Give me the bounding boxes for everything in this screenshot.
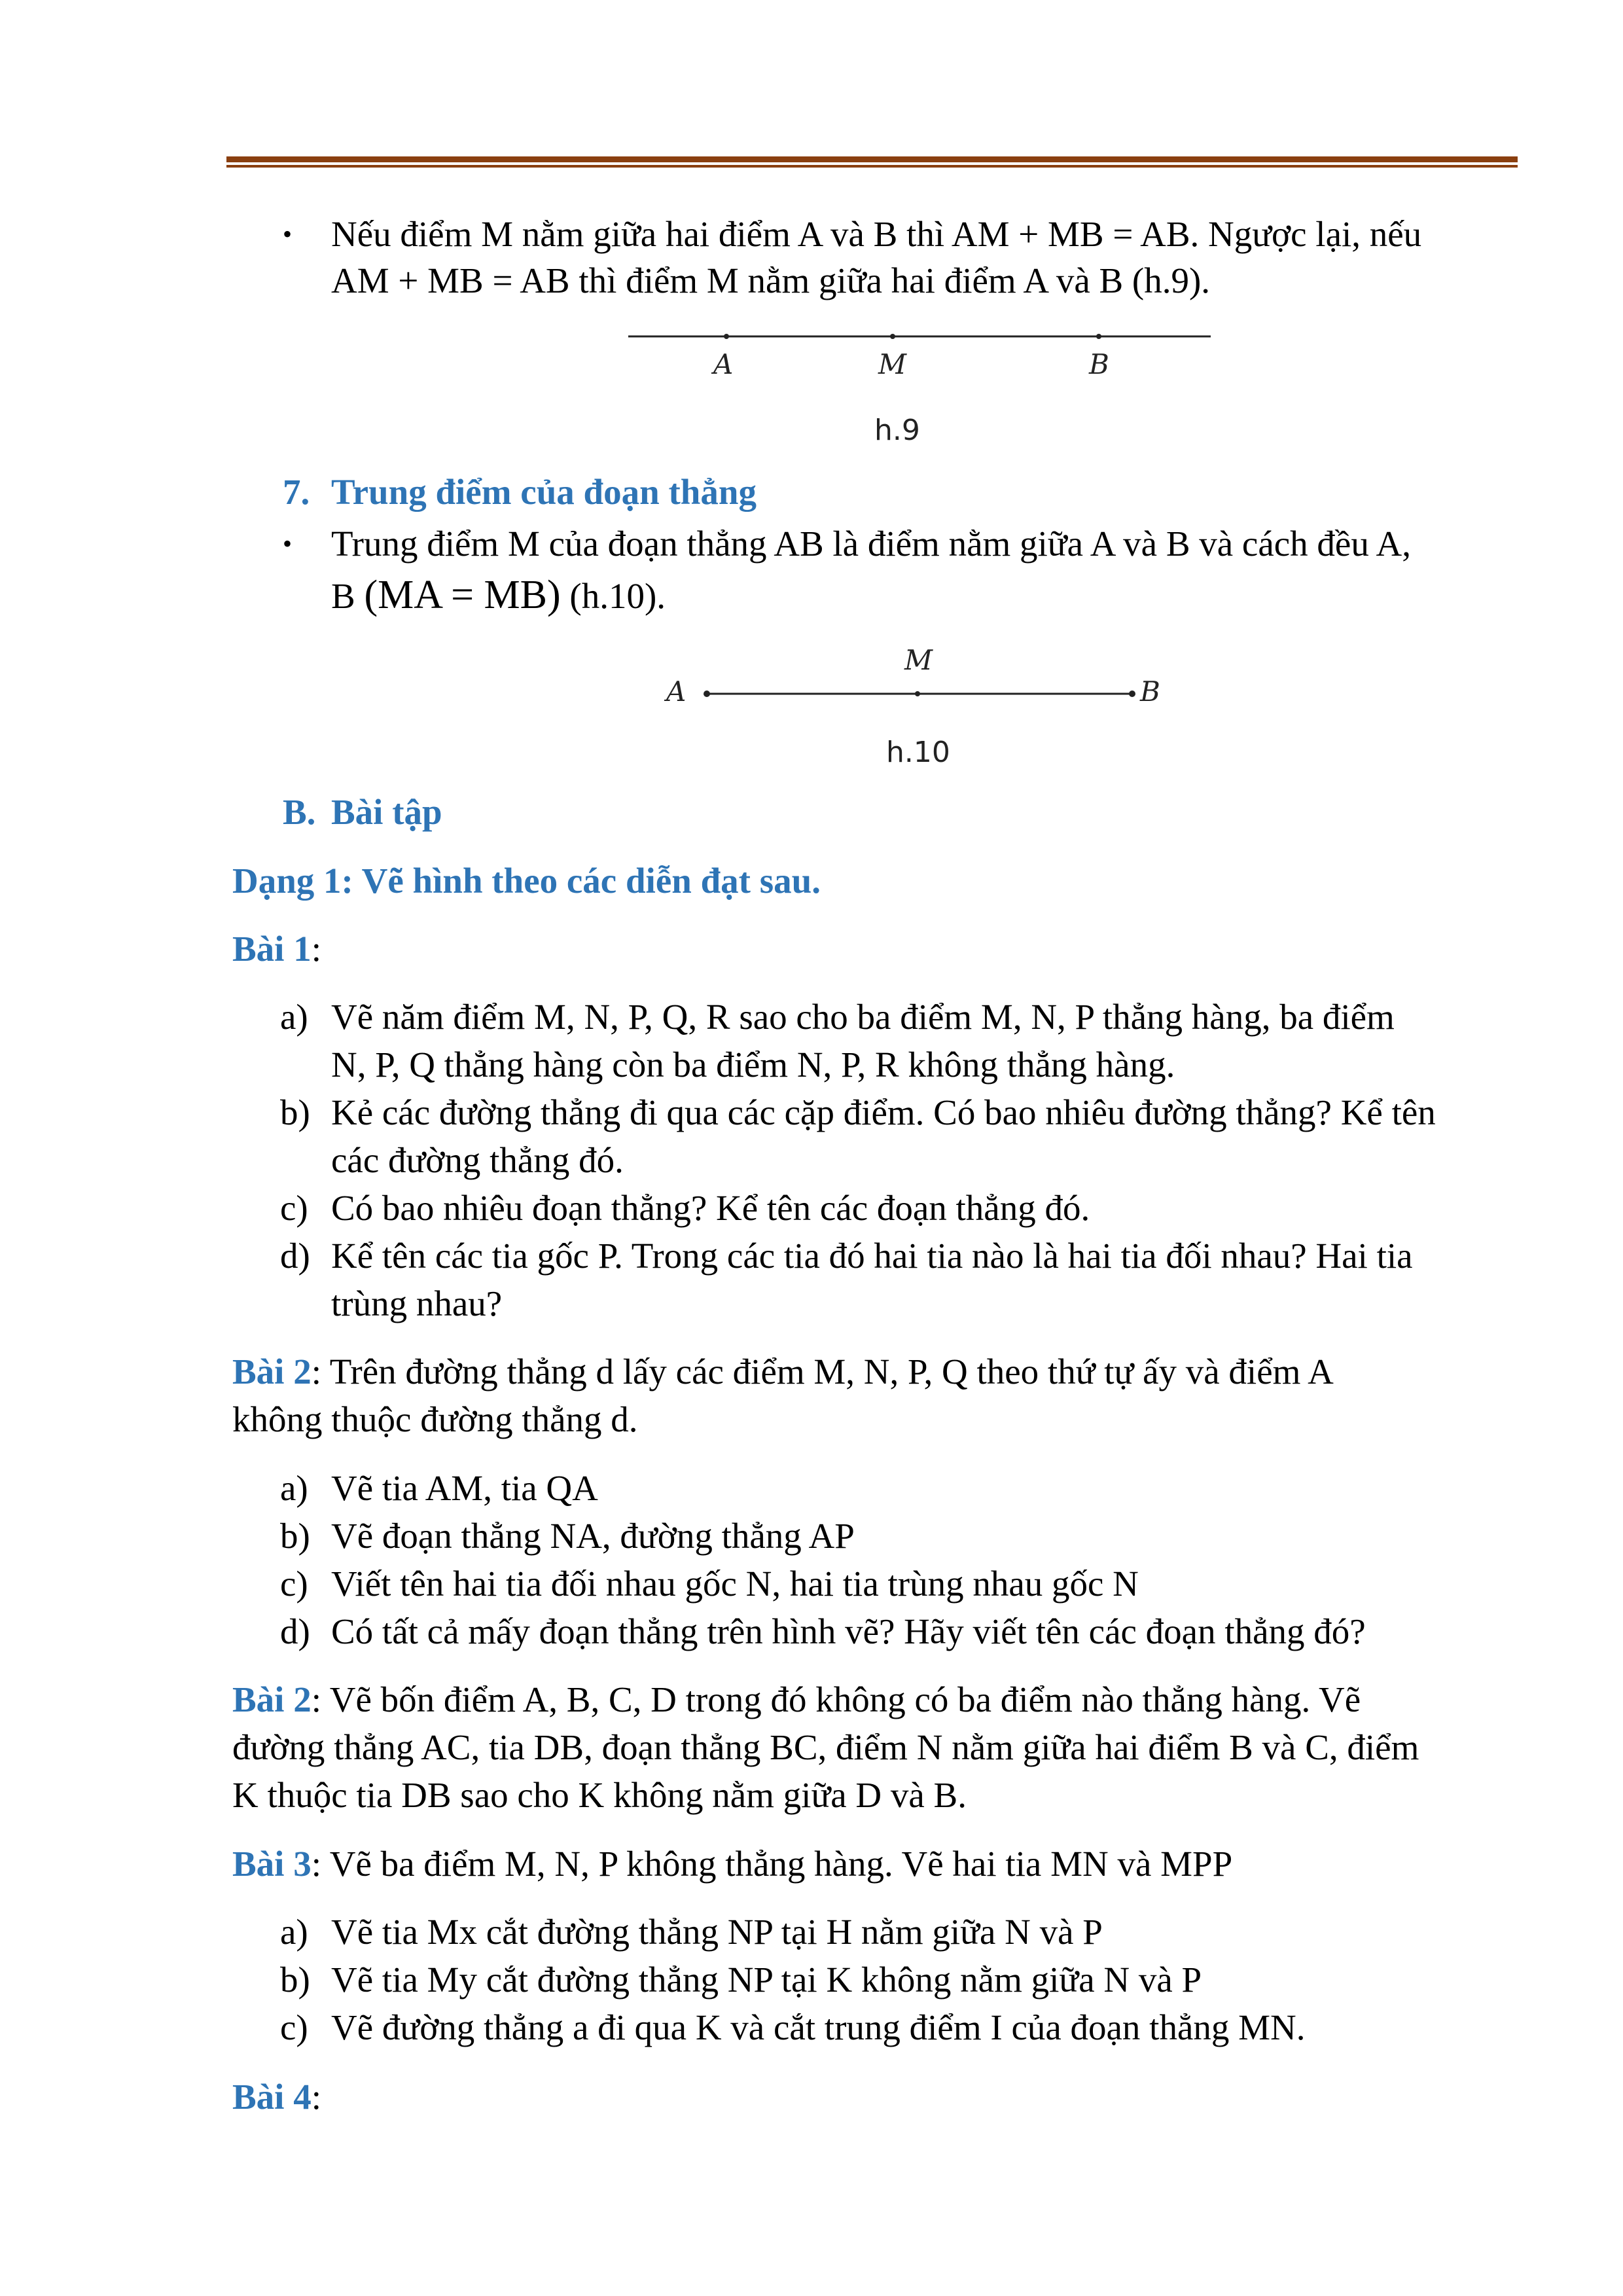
s6-line2: AM + MB = AB thì điểm M nằm giữa hai điểm A và B (h.9). — [331, 260, 1211, 300]
bai2a-line1-text: : Trên đường thẳng d lấy các điểm M, N, P, Q theo thứ tự ấy và điểm A — [311, 1352, 1334, 1391]
sectionB-letter: B. — [283, 792, 316, 832]
bai1-label: Bài 1 — [232, 929, 312, 969]
figure10-label-a: A — [666, 675, 687, 708]
bai1-colon: : — [311, 929, 321, 969]
bai3-line1-text: : Vẽ ba điểm M, N, P không thẳng hàng. Vẽ hai tia MN và MPP — [311, 1844, 1233, 1884]
bai2a-b: Vẽ đoạn thẳng NA, đường thẳng AP — [331, 1516, 855, 1556]
bai3-c: Vẽ đường thẳng a đi qua K và cắt trung điểm I của đoạn thẳng MN. — [331, 2007, 1306, 2047]
bai3-b-marker: b) — [280, 1960, 310, 2000]
bai4-label: Bài 4 — [232, 2077, 312, 2117]
figure10-label-b: B — [1140, 675, 1160, 708]
bai1-d-line1: Kể tên các tia gốc P. Trong các tia đó hai tia nào là hai tia đối nhau? Hai tia — [331, 1236, 1413, 1276]
s7-line2-pre: B — [331, 576, 365, 616]
bai3-c-marker: c) — [280, 2007, 308, 2047]
figure9-line — [622, 327, 1224, 353]
bai1-b-line1: Kẻ các đường thẳng đi qua các cặp điểm. Có bao nhiêu đường thẳng? Kể tên — [331, 1092, 1436, 1132]
bai2a-line1 — [232, 1348, 1334, 1395]
bai4-colon: : — [311, 2077, 321, 2117]
bai1-c-marker: c) — [280, 1188, 308, 1228]
bai2a-line2: không thuộc đường thẳng d. — [232, 1399, 638, 1439]
bai1-d-line2: trùng nhau? — [331, 1283, 503, 1323]
s7-line2 — [331, 571, 666, 620]
header-rule-thin — [226, 165, 1518, 168]
bai2b-line3: K thuộc tia DB sao cho K không nằm giữa D và B. — [232, 1775, 967, 1815]
bai1-d-marker: d) — [280, 1236, 310, 1276]
figure9-label-m: M — [878, 348, 907, 380]
bai3-line1 — [232, 1840, 1232, 1888]
bai1-b-marker: b) — [280, 1092, 310, 1132]
s6-line1: Nếu điểm M nằm giữa hai điểm A và B thì AM + MB = AB. Ngược lại, nếu — [331, 214, 1422, 254]
section7-heading: Trung điểm của đoạn thẳng — [331, 472, 757, 512]
figure10-label-m: M — [904, 644, 933, 676]
section7-number: 7. — [283, 472, 310, 512]
dang1-heading: Dạng 1: Vẽ hình theo các diễn đạt sau. — [232, 861, 821, 901]
bai1-a-marker: a) — [280, 997, 308, 1037]
bai2a-b-marker: b) — [280, 1516, 310, 1556]
bai2b-line1 — [232, 1676, 1361, 1723]
bai3-a: Vẽ tia Mx cắt đường thẳng NP tại H nằm giữa N và P — [331, 1912, 1103, 1952]
bai1-a-line2: N, P, Q thẳng hàng còn ba điểm N, P, R không thẳng hàng. — [331, 1045, 1175, 1085]
bai1-c-line1: Có bao nhiêu đoạn thẳng? Kể tên các đoạn thẳng đó. — [331, 1188, 1090, 1228]
figure9-label-b: B — [1089, 348, 1109, 380]
bai3-b: Vẽ tia My cắt đường thẳng NP tại K không nằm giữa N và P — [331, 1960, 1202, 2000]
bai1-a-line1: Vẽ năm điểm M, N, P, Q, R sao cho ba điểm M, N, P thẳng hàng, ba điểm — [331, 997, 1395, 1037]
bai2a-a-marker: a) — [280, 1468, 308, 1508]
bai2b-line1-text: : Vẽ bốn điểm A, B, C, D trong đó không có ba điểm nào thẳng hàng. Vẽ — [311, 1679, 1361, 1719]
bai2a-a: Vẽ tia AM, tia QA — [331, 1468, 598, 1508]
sectionB-heading: Bài tập — [331, 792, 442, 832]
bai2b-label: Bài 2 — [232, 1679, 312, 1719]
s7-line2-post: (h.10). — [560, 576, 666, 616]
s7-line1: Trung điểm M của đoạn thẳng AB là điểm nằm giữa A và B và cách đều A, — [331, 524, 1411, 564]
bai2b-line2: đường thẳng AC, tia DB, đoạn thẳng BC, điểm N nằm giữa hai điểm B và C, điểm — [232, 1727, 1419, 1767]
figure10-caption: h.10 — [886, 736, 950, 769]
figure9-caption: h.9 — [874, 414, 920, 447]
bai3-a-marker: a) — [280, 1912, 308, 1952]
bai2a-c-marker: c) — [280, 1564, 308, 1604]
bullet-icon: • — [283, 529, 293, 558]
bai2a-label: Bài 2 — [232, 1352, 312, 1391]
s7-formula: (MA = MB) — [364, 573, 561, 617]
bai2a-c: Viết tên hai tia đối nhau gốc N, hai tia trùng nhau gốc N — [331, 1564, 1139, 1604]
bai1-title — [232, 925, 321, 973]
figure10-segment — [700, 681, 1145, 707]
bai2a-d-marker: d) — [280, 1611, 310, 1651]
bai1-b-line2: các đường thẳng đó. — [331, 1140, 624, 1180]
bai4-title — [232, 2073, 321, 2121]
bai3-label: Bài 3 — [232, 1844, 312, 1884]
header-rule — [226, 156, 1518, 162]
figure9-label-a: A — [713, 348, 734, 380]
bullet-icon: • — [283, 219, 293, 249]
bai2a-d: Có tất cả mấy đoạn thẳng trên hình vẽ? Hãy viết tên các đoạn thẳng đó? — [331, 1611, 1366, 1651]
